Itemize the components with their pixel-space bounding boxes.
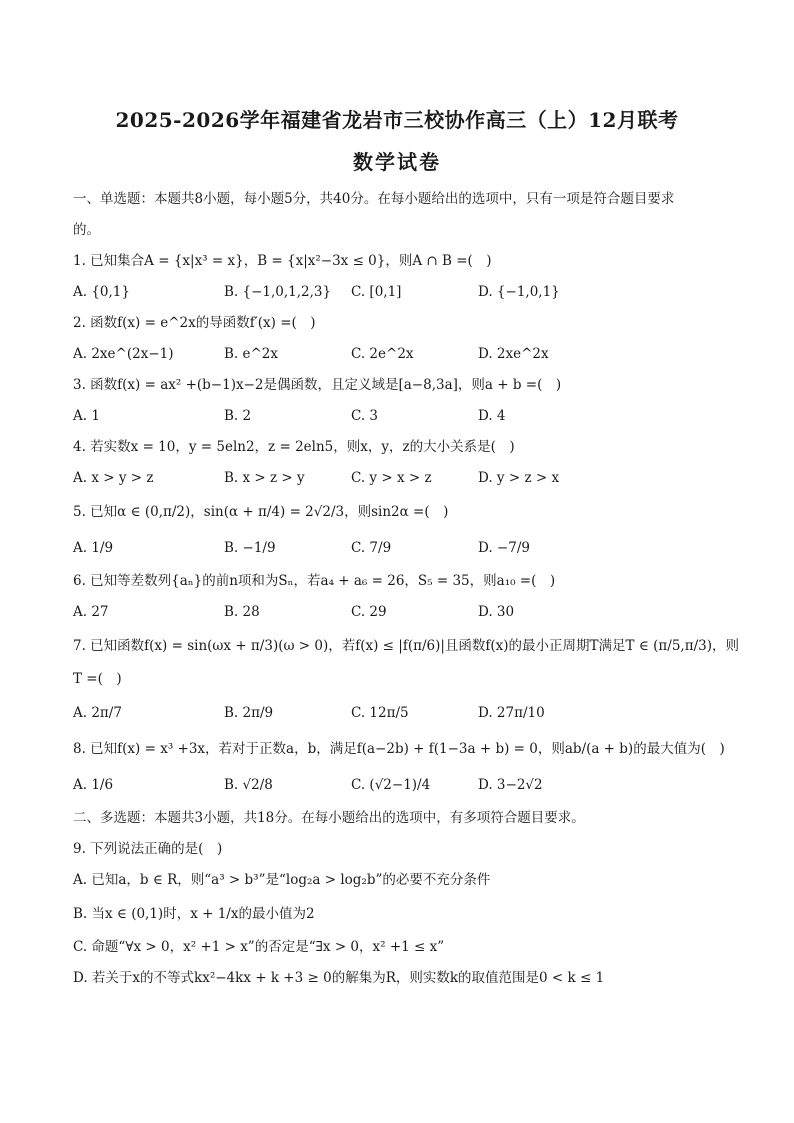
question-7-cont: T =( )	[73, 671, 122, 687]
option-a[interactable]: A. 2xe^(2x−1)	[73, 346, 174, 362]
option-c[interactable]: C. 2e^2x	[351, 346, 414, 362]
exam-body	[73, 184, 739, 994]
option-b[interactable]: B. 2	[224, 408, 252, 424]
option-a[interactable]: A. x > y > z	[73, 470, 154, 486]
section-2-heading: 二、多选题：本题共3小题，共18分。在每小题给出的选项中，有多项符合题目要求。	[73, 810, 585, 826]
option-c[interactable]: C. y > x > z	[351, 470, 432, 486]
section-1-heading: 一、单选题：本题共8小题，每小题5分，共40分。在每小题给出的选项中，只有一项是符合题目要求	[73, 191, 675, 207]
option-d[interactable]: D. 2xe^2x	[478, 346, 549, 362]
option-a[interactable]: A. 1	[73, 408, 100, 424]
question-7: 7. 已知函数f(x) = sin(ωx + π/3)(ω > 0)，若f(x) ≤ |f(π/6)|且函数f(x)的最小正周期T满足T ∈ (π/5,π/3)，则	[73, 638, 739, 654]
question-5: 5. 已知α ∈ (0,π/2)，sin(α + π/4) = 2√2/3，则sin2α =( )	[73, 504, 449, 520]
option-d[interactable]: D. y > z > x	[478, 470, 560, 486]
option-a[interactable]: A. 2π/7	[73, 705, 122, 721]
option-b[interactable]: B. 2π/9	[224, 705, 274, 721]
option-d[interactable]: D. 3−2√2	[478, 777, 543, 793]
option-b[interactable]: B. {−1,0,1,2,3}	[224, 284, 332, 300]
option-c[interactable]: C. 29	[351, 604, 387, 620]
page-subtitle: 数学试卷	[353, 150, 441, 174]
option-b[interactable]: B. e^2x	[224, 346, 279, 362]
question-3-options	[73, 401, 723, 432]
question-7-options	[73, 695, 723, 731]
question-1-options	[73, 277, 723, 308]
option-b[interactable]: B. x > z > y	[224, 470, 305, 486]
question-3: 3. 函数f(x) = ax² +(b−1)x−2是偶函数，且定义域是[a−8,3a]，则a + b =( )	[73, 377, 562, 393]
question-2: 2. 函数f(x) = e^2x的导函数f′(x) =( )	[73, 315, 316, 331]
question-4-options	[73, 463, 723, 494]
question-9-option-b[interactable]: B. 当x ∈ (0,1)时，x + 1/x的最小值为2	[73, 906, 315, 922]
option-a[interactable]: A. 1/9	[73, 540, 114, 556]
question-2-options	[73, 339, 723, 370]
option-a[interactable]: A. 27	[73, 604, 109, 620]
option-d[interactable]: D. 30	[478, 604, 515, 620]
option-b[interactable]: B. 28	[224, 604, 260, 620]
option-c[interactable]: C. 7/9	[351, 540, 392, 556]
question-1: 1. 已知集合A = {x|x³ = x}，B = {x|x²−3x ≤ 0}，则A ∩ B =( )	[73, 253, 492, 269]
question-6-options	[73, 597, 723, 628]
option-b[interactable]: B. √2/8	[224, 777, 273, 793]
question-5-options	[73, 530, 723, 566]
question-8-options	[73, 767, 723, 803]
question-9-option-d[interactable]: D. 若关于x的不等式kx²−4kx + k +3 ≥ 0的解集为R，则实数k的取值范围是0 < k ≤ 1	[73, 970, 605, 986]
question-4: 4. 若实数x = 10，y = 5eln2，z = 2eln5，则x，y，z的大小关系是( )	[73, 439, 515, 455]
option-c[interactable]: C. (√2−1)/4	[351, 777, 431, 793]
question-9-option-c[interactable]: C. 命题“∀x > 0，x² +1 > x”的否定是“∃x > 0，x² +1 ≤ x”	[73, 939, 445, 955]
question-9-option-a[interactable]: A. 已知a，b ∈ R，则“a³ > b³”是“log₂a > log₂b”的必要不充分条件	[73, 872, 491, 888]
question-8: 8. 已知f(x) = x³ +3x，若对于正数a，b，满足f(a−2b) + f(1−3a + b) = 0，则ab/(a + b)的最大值为( )	[73, 741, 725, 757]
option-a[interactable]: A. {0,1}	[73, 284, 130, 300]
option-c[interactable]: C. [0,1]	[351, 284, 402, 300]
option-a[interactable]: A. 1/6	[73, 777, 114, 793]
option-d[interactable]: D. 27π/10	[478, 705, 545, 721]
option-d[interactable]: D. {−1,0,1}	[478, 284, 560, 300]
section-1-heading-cont: 的。	[73, 222, 100, 238]
question-9: 9. 下列说法正确的是( )	[73, 841, 223, 857]
option-d[interactable]: D. −7/9	[478, 540, 530, 556]
page-title: 2025-2026学年福建省龙岩市三校协作高三（上）12月联考	[115, 108, 679, 132]
option-c[interactable]: C. 12π/5	[351, 705, 409, 721]
option-d[interactable]: D. 4	[478, 408, 506, 424]
question-6: 6. 已知等差数列{aₙ}的前n项和为Sₙ，若a₄ + a₆ = 26，S₅ = 35，则a₁₀ =( )	[73, 573, 556, 589]
option-c[interactable]: C. 3	[351, 408, 379, 424]
option-b[interactable]: B. −1/9	[224, 540, 276, 556]
